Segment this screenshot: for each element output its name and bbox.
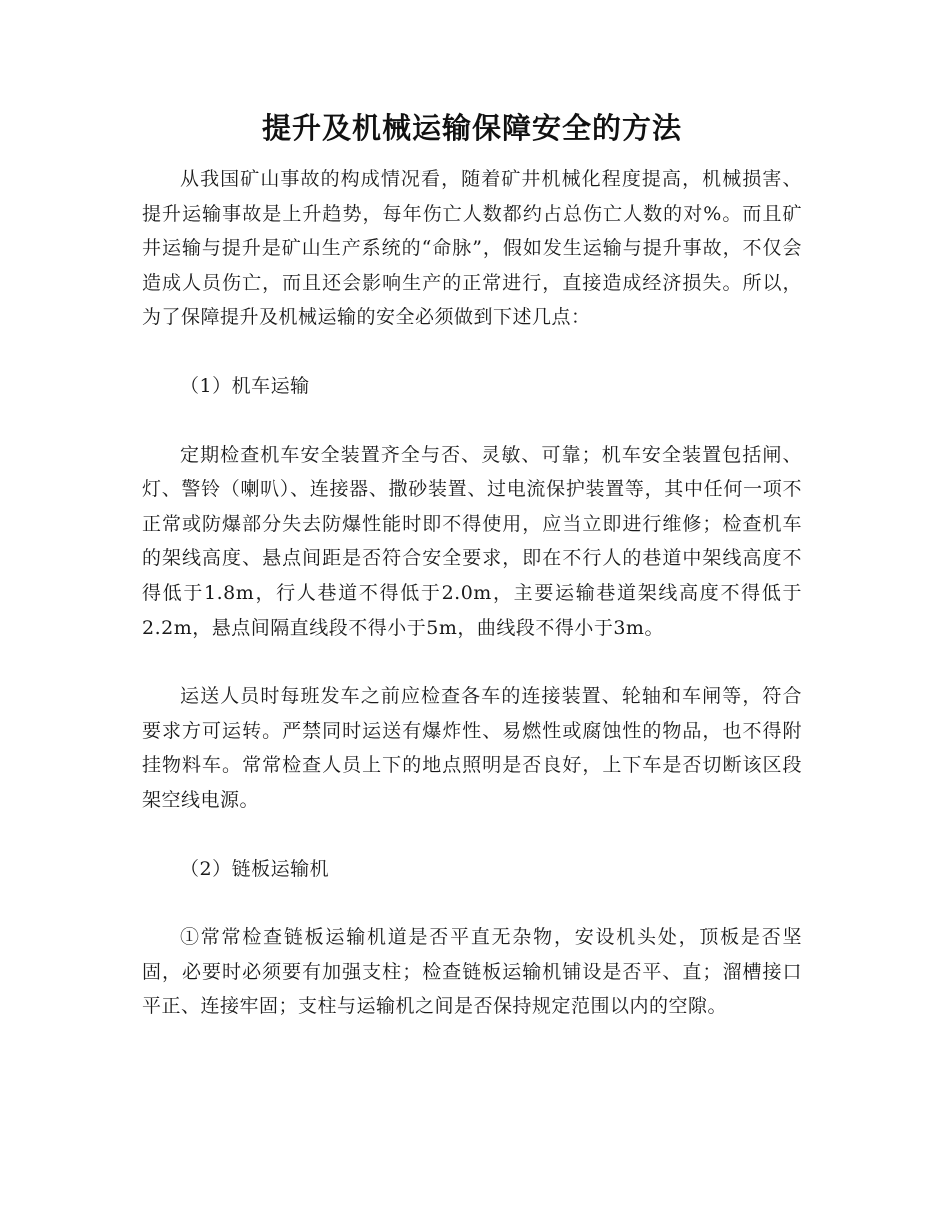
section-heading-locomotive: （1）机车运输: [180, 374, 310, 397]
chain-conveyor-paragraph-1: ①常常检查链板运输机道是否平直无杂物，安设机头处，顶板是否坚固，必要时必须要有加强支柱；检查链板运输机铺设是否平、直；溜槽接口平正、连接牢固；支柱与运输机之间是否保持规定范围以内的空隙。: [142, 926, 802, 1018]
intro-paragraph: 从我国矿山事故的构成情况看，随着矿井机械化程度提高，机械损害、提升运输事故是上升趋势，每年伤亡人数都约占总伤亡人数的对%。而且矿井运输与提升是矿山生产系统的“命脉”，假如发生运输与提升事故，不仅会造成人员伤亡，而且还会影响生产的正常进行，直接造成经济损失。所以，为了保障提升及机械运输的安全必须做到下述几点：: [142, 168, 802, 329]
document-page: [142, 108, 802, 1024]
locomotive-paragraph-2: 运送人员时每班发车之前应检查各车的连接装置、轮轴和车闸等，符合要求方可运转。严禁同时运送有爆炸性、易燃性或腐蚀性的物品，也不得附挂物料车。常常检查人员上下的地点照明是否良好，上下车是否切断该区段架空线电源。: [142, 685, 802, 811]
spacer: [142, 404, 802, 438]
spacer: [142, 818, 802, 852]
spacer: [142, 335, 802, 369]
document-title: 提升及机械运输保障安全的方法: [261, 111, 682, 145]
spacer: [142, 886, 802, 920]
locomotive-paragraph-1: 定期检查机车安全装置齐全与否、灵敏、可靠；机车安全装置包括闸、灯、警铃（喇叭）、连接器、撒砂装置、过电流保护装置等，其中任何一项不正常或防爆部分失去防爆性能时即不得使用，应当立即进行维修；检查机车的架线高度、悬点间距是否符合安全要求，即在不行人的巷道中架线高度不得低于1.8m，行人巷道不得低于2.0m，主要运输巷道架线高度不得低于2.2m，悬点间隔直线段不得小于5m，曲线段不得小于3m。: [142, 443, 802, 639]
section-heading-chain-conveyor: （2）链板运输机: [180, 857, 330, 880]
spacer: [142, 645, 802, 679]
